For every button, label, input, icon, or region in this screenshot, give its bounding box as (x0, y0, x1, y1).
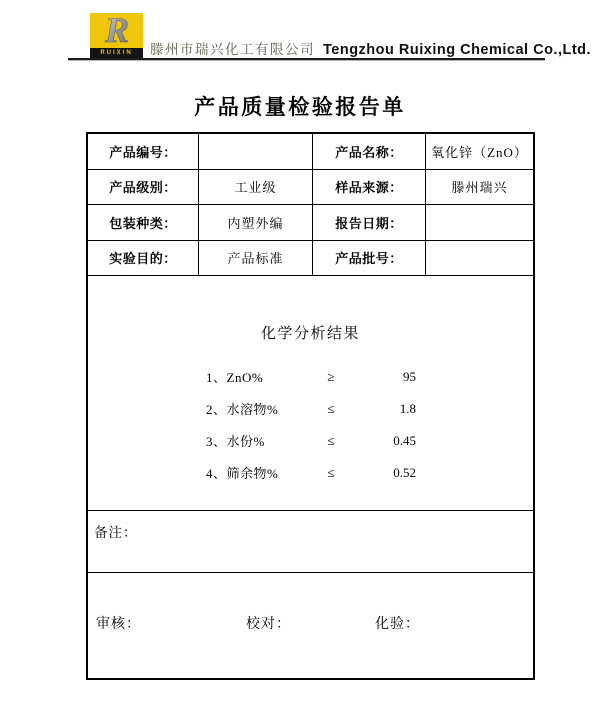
report-table (86, 132, 535, 680)
company-logo (90, 13, 143, 58)
header-divider-rule (68, 58, 545, 61)
analysis-item-zno (88, 369, 533, 384)
info-value-product-grade: 工业级 (199, 170, 313, 205)
logo-brand-text: RUIXIN (100, 50, 133, 56)
info-label-package-type: 包装种类： (88, 205, 199, 240)
analysis-item-name: 2、水溶物% (206, 402, 279, 417)
info-row-1 (88, 134, 533, 170)
analysis-item-name: 4、筛余物% (206, 466, 279, 481)
analysis-item-value: 1.8 (399, 400, 416, 416)
analysis-item-sieve-residue (88, 465, 533, 480)
analysis-item-operator: ≤ (327, 400, 335, 416)
analysis-item-operator: ≥ (327, 368, 335, 384)
info-value-product-name: 氧化锌（ZnO） (431, 144, 528, 160)
info-row-3 (88, 205, 533, 241)
info-label-product-name: 产品名称： (313, 134, 426, 169)
analysis-item-operator: ≤ (327, 432, 335, 448)
signoff-section (88, 573, 533, 678)
info-label-product-grade: 产品级别： (88, 170, 199, 205)
info-value-batch-no (426, 241, 533, 276)
analysis-item-value: 0.45 (393, 432, 416, 448)
info-value-report-date (426, 205, 533, 240)
analysis-item-value: 95 (403, 368, 416, 384)
report-title: 产品质量检验报告单 (194, 96, 406, 119)
info-value-test-purpose: 产品标准 (199, 241, 313, 276)
info-value-product-no (199, 134, 313, 169)
remarks-section (88, 511, 533, 573)
info-row-2 (88, 170, 533, 206)
analysis-item-moisture (88, 433, 533, 448)
analysis-item-name: 3、水份% (206, 434, 265, 449)
analysis-section (88, 276, 533, 511)
remarks-label: 备注： (94, 525, 138, 540)
info-value-package-type: 内塑外编 (199, 205, 313, 240)
analysis-item-value: 0.52 (393, 464, 416, 480)
analysis-items (88, 369, 533, 480)
info-value-sample-source: 滕州瑞兴 (451, 180, 508, 196)
svg-text:R: R (104, 11, 130, 49)
company-name-line (150, 38, 592, 58)
company-name-cn: 滕州市瑞兴化工有限公司 (150, 42, 315, 57)
signoff-assay-label: 化验： (375, 617, 420, 632)
analysis-item-water-soluble (88, 401, 533, 416)
info-label-test-purpose: 实验目的： (88, 241, 199, 276)
logo-brand-bar (90, 48, 143, 58)
analysis-item-operator: ≤ (327, 464, 335, 480)
signoff-proof-label: 校对： (246, 617, 291, 632)
info-label-batch-no: 产品批号： (313, 241, 426, 276)
info-label-product-no: 产品编号： (88, 134, 199, 169)
signoff-review-label: 审核： (96, 617, 141, 632)
analysis-item-name: 1、ZnO% (206, 370, 264, 385)
info-row-4 (88, 241, 533, 277)
analysis-heading: 化学分析结果 (260, 326, 360, 342)
info-label-sample-source: 样品来源： (313, 170, 426, 205)
company-name-en: Tengzhou Ruixing Chemical Co.,Ltd. (323, 42, 592, 58)
logo-r-icon (90, 11, 143, 49)
info-label-report-date: 报告日期： (313, 205, 426, 240)
